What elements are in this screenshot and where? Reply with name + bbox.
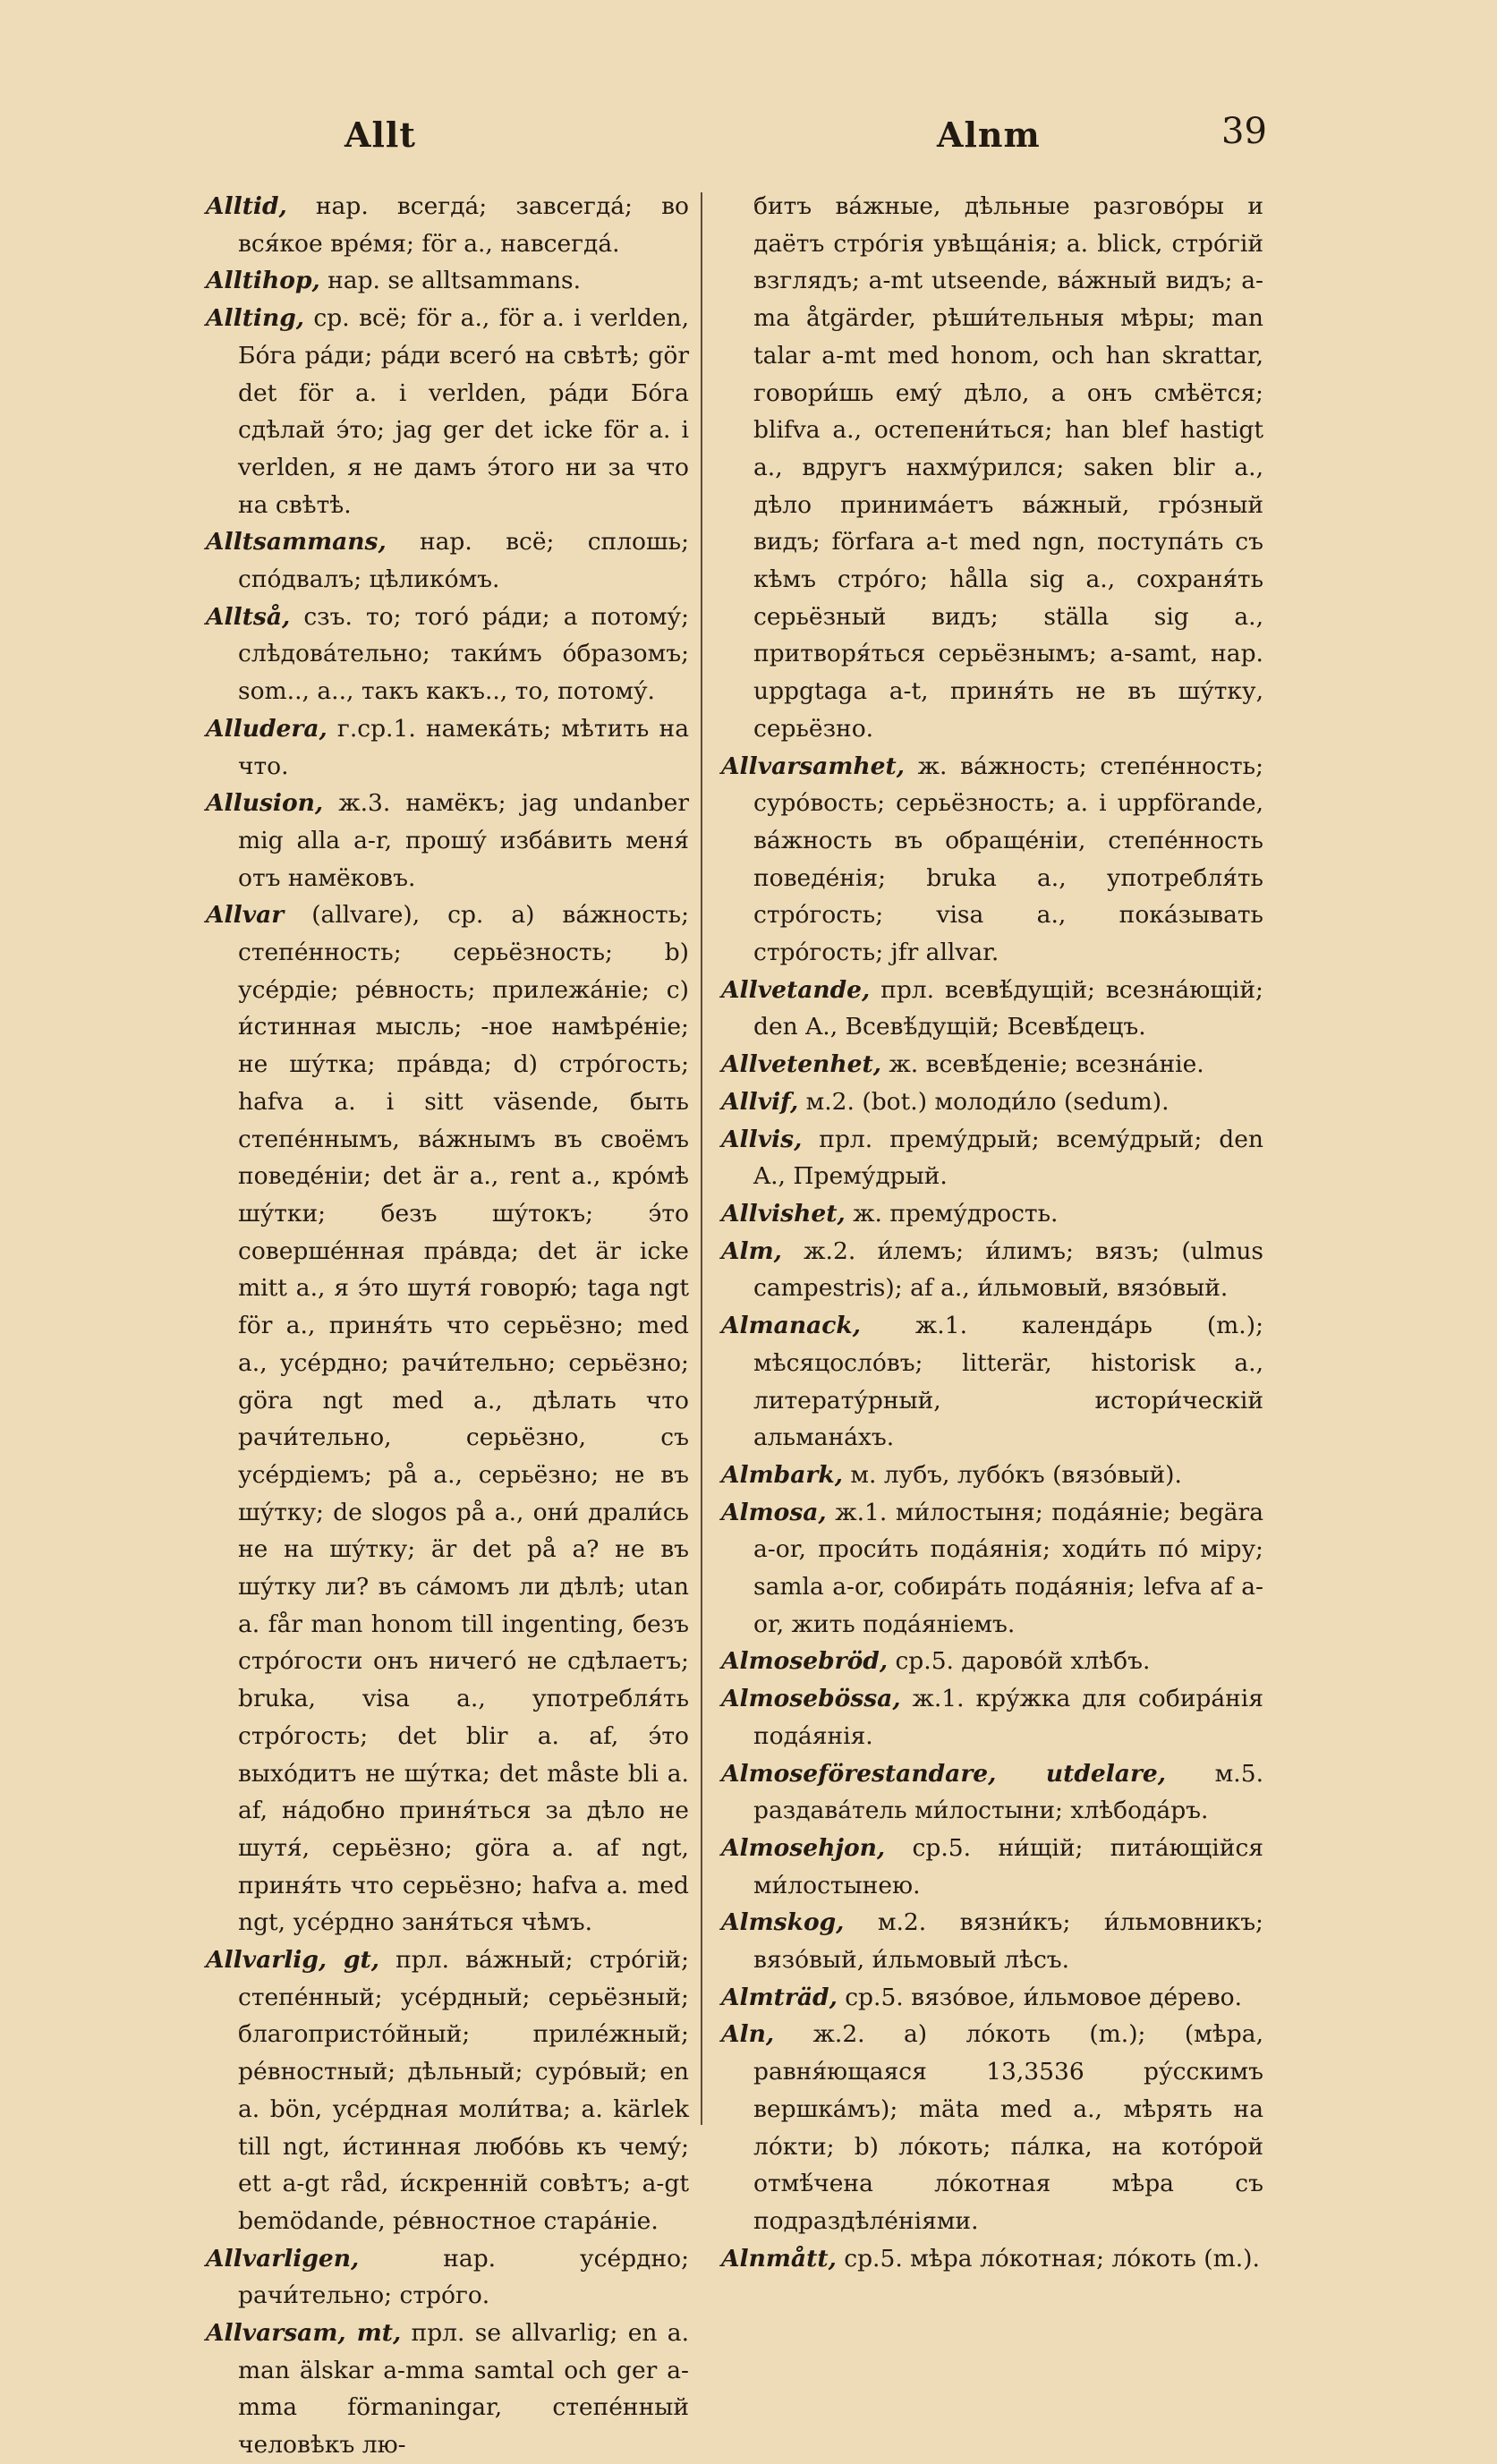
headword: Alltsammans, <box>206 528 387 557</box>
dictionary-entry <box>721 1307 1263 1457</box>
definition: нар. всегда́; завсегда́; во вся́кое вре́мя; för a., навсегда́. <box>238 192 689 258</box>
definition: ср.5. дарово́й хлѣбъ. <box>888 1647 1151 1676</box>
headword: Almoseförestandare, utdelare, <box>721 1759 1167 1788</box>
dictionary-entry <box>721 1494 1263 1644</box>
definition: ср.5. вязо́вое, и́льмовое де́рево. <box>837 1983 1243 2011</box>
headword: Allvarsamhet, <box>721 752 905 780</box>
dictionary-entry <box>721 1830 1263 1904</box>
left-column <box>206 188 689 2464</box>
dictionary-entry <box>206 2240 689 2315</box>
headword: Almanack, <box>721 1312 861 1340</box>
dictionary-entry <box>206 300 689 523</box>
column-divider <box>701 192 702 2125</box>
definition: м. лубъ, лубо́къ (вязо́вый). <box>842 1460 1182 1489</box>
dictionary-entry <box>721 1643 1263 1680</box>
dictionary-entry <box>721 748 1263 972</box>
headword: Almskog, <box>721 1908 845 1937</box>
headword: Allting, <box>206 304 305 333</box>
definition: нар. se alltsammans. <box>319 267 582 295</box>
dictionary-entry <box>206 599 689 710</box>
page-number: 39 <box>1221 111 1267 152</box>
definition: ж.3. намёкъ; jag undanber mig alla a-r, прошу́ изба́вить меня́ отъ намёковъ. <box>238 789 689 892</box>
definition: нар. усе́рдно; рачи́тельно; стро́го. <box>238 2244 689 2310</box>
headword: Aln, <box>721 2020 775 2049</box>
dictionary-entry <box>721 1195 1263 1233</box>
header-left-word: Allt <box>344 115 416 155</box>
definition: ж. ва́жность; степе́нность; суро́вость; серьёзность; a. i uppförande, ва́жность въ обраще́ніи, степе́нность поведе́нія; bruka a., употребля́ть стро́гость; visa a., пока́зывать стро́гость; jfr allvar. <box>753 752 1263 967</box>
headword: Allvishet, <box>721 1199 846 1228</box>
definition: м.2. вязни́къ; и́льмовникъ; вязо́вый, и́льмовый лѣсъ. <box>753 1908 1263 1975</box>
headword: Allvetande, <box>721 975 871 1004</box>
definition: ср.5. ни́щій; пита́ющійся ми́лостынею. <box>753 1833 1263 1899</box>
definition: м.2. (bot.) молоди́ло (sedum). <box>798 1087 1170 1116</box>
headword: Allvar <box>206 901 285 930</box>
right-column <box>721 188 1263 2277</box>
headword: Allvif, <box>721 1087 799 1116</box>
definition: ж.2. и́лемъ; и́лимъ; вязъ; (ulmus campestris); af a., и́льмовый, вязо́вый. <box>753 1236 1263 1303</box>
headword: Almträd, <box>721 1983 838 2011</box>
headword: Almosa, <box>721 1498 827 1526</box>
definition: ж. всевѣ́деніе; всезна́ніе. <box>880 1050 1204 1079</box>
headword: Almosebröd, <box>721 1647 889 1676</box>
headword: Almosebössa, <box>721 1685 901 1713</box>
definition: ж.1. кру́жка для собира́нія пода́янія. <box>753 1685 1263 1750</box>
definition: битъ ва́жные, дѣльные разгово́ры и даётъ стро́гія увѣща́нія; a. blick, стро́гій взглядъ; a-mt utseende, ва́жный видъ; a-ma åtgärder, рѣши́тельныя мѣры; man talar a-mt med honom, och han skrattar, говори́шь ему́ дѣло, а онъ смѣётся; blifva a., остепени́ться; han blef hastigt a., вдругъ нахму́рился; saken blir a., дѣло принима́етъ ва́жный, гро́зный видъ; förfara a-t med ngn, поступа́ть съ кѣмъ стро́го; hålla sig a., сохраня́ть серьёзный видъ; ställa sig a., притворя́ться серьёзнымъ; a-samt, нар. uppgtaga a-t, приня́ть не въ шу́тку, серьёзно. <box>753 192 1263 743</box>
headword: Allvis, <box>721 1125 803 1153</box>
headword: Alm, <box>721 1236 782 1265</box>
dictionary-entry <box>721 2240 1263 2278</box>
headword: Allusion, <box>206 789 324 818</box>
dictionary-entry <box>721 1046 1263 1083</box>
definition: ср. всё; för a., för a. i verlden, Бо́га ра́ди; ра́ди всего́ на свѣтѣ; gör det för a. i verlden, ра́ди Бо́га сдѣлай э́то; jag ger det icke för a. i verlden, я не дамъ э́того ни за что на свѣтѣ. <box>238 304 689 519</box>
definition: ж.2. а) ло́коть (m.); (мѣра, равня́ющаяся 13,3536 ру́сскимъ вершка́мъ); mäta med a., мѣрять на ло́кти; b) ло́коть; па́лка, на кото́рой отмѣ́чена ло́котная мѣра съ подраздѣле́ніями. <box>753 2020 1263 2235</box>
definition: прл. ва́жный; стро́гій; степе́нный; усе́рдный; серьёзный; благопристо́йный; приле́жный; ре́вностный; дѣльный; суро́вый; en a. bön, усе́рдная моли́тва; a. kärlek till ngt, и́стинная любо́вь къ чему́; ett a-gt råd, и́скренній совѣтъ; a-gt bemödande, ре́вностное стара́ніе. <box>238 1946 689 2235</box>
page-header <box>152 111 1267 168</box>
dictionary-entry <box>206 785 689 896</box>
dictionary-entry <box>721 1979 1263 2017</box>
dictionary-entry <box>206 188 689 262</box>
definition: прл. прему́дрый; всему́дрый; den A., Прему́дрый. <box>753 1125 1263 1191</box>
dictionary-entry <box>206 262 689 300</box>
dictionary-entry <box>721 1233 1263 1307</box>
headword: Allvarligen, <box>206 2244 360 2273</box>
dictionary-entry <box>206 1941 689 2240</box>
dictionary-entry <box>721 1121 1263 1195</box>
definition: сзъ. то; того́ ра́ди; а потому́; слѣдова́тельно; таки́мъ о́бразомъ; som.., a.., такъ какъ.., то, потому́. <box>238 602 689 706</box>
dictionary-entry <box>206 523 689 598</box>
dictionary-entry <box>721 1457 1263 1494</box>
definition: прл. всевѣ́дущій; всезна́ющій; den A., Всевѣ́дущій; Всевѣ́децъ. <box>753 975 1263 1041</box>
dictionary-entry <box>721 1904 1263 1978</box>
dictionary-entry <box>721 1083 1263 1121</box>
headword: Alludera, <box>206 714 327 743</box>
dictionary-entry <box>721 2016 1263 2239</box>
dictionary-entry <box>206 2315 689 2464</box>
definition: м.5. раздава́тель ми́лостыни; хлѣбода́ръ. <box>753 1759 1263 1825</box>
dictionary-entry <box>721 1680 1263 1755</box>
headword: Allvarsam, mt, <box>206 2319 402 2348</box>
headword: Allvarlig, gt, <box>206 1946 380 1975</box>
headword: Alltihop, <box>206 267 320 295</box>
dictionary-entry <box>721 1755 1263 1830</box>
dictionary-entry <box>721 972 1263 1046</box>
definition: (allvare), ср. а) ва́жность; степе́нность; серьёзность; b) усе́рдіе; ре́вность; прилежа́ніе; c) и́стинная мысль; -ное намѣре́ніе; не шу́тка; пра́вда; d) стро́гость; hafva a. i sitt väsende, быть степе́ннымъ, ва́жнымъ въ своёмъ поведе́ніи; det är a., rent a., кро́мѣ шу́тки; безъ шу́токъ; э́то соверше́нная пра́вда; det är icke mitt a., я э́то шутя́ говорю́; taga ngt för a., приня́ть что серьёзно; med a., усе́рдно; рачи́тельно; серьёзно; göra ngt med a., дѣлать что рачи́тельно, серьёзно, съ усе́рдіемъ; på a., серьёзно; не въ шу́тку; de slogos på a., они́ драли́сь не на шу́тку; är det på a? не въ шу́тку ли? въ са́момъ ли дѣлѣ; utan a. får man honom till ingenting, безъ стро́гости онъ ничего́ не сдѣлаетъ; bruka, visa a., употребля́ть стро́гость; det blir a. af, э́то выхо́дитъ не шу́тка; det måste bli a. af, на́добно приня́ться за дѣло не шутя́, серьёзно; göra a. af ngt, приня́ть что серьёзно; hafva a. med ngt, усе́рдно заня́ться чѣмъ. <box>238 901 689 1937</box>
headword: Allvetenhet, <box>721 1050 881 1079</box>
dictionary-entry <box>206 896 689 1941</box>
definition: ж.1. ми́лостыня; пода́яніе; begära a-or, проси́ть пода́янія; ходи́ть по́ міру; samla a-or, собира́ть пода́янія; lefva af a-or, жить пода́яніемъ. <box>753 1498 1263 1638</box>
headword: Almbark, <box>721 1460 843 1489</box>
headword: Almosehjon, <box>721 1833 886 1862</box>
headword: Alltså, <box>206 602 291 631</box>
dictionary-entry <box>206 710 689 785</box>
header-right-word: Alnm <box>937 115 1041 155</box>
headword: Alltid, <box>206 192 287 220</box>
definition: нар. всё; сплошь; спо́двалъ; цѣлико́мъ. <box>238 528 689 594</box>
definition: ж. прему́дрость. <box>845 1199 1059 1228</box>
definition: ср.5. мѣра ло́котная; ло́коть (m.). <box>836 2244 1260 2273</box>
definition: ж.1. календа́рь (m.); мѣсяцосло́въ; litterär, historisk a., литерату́рный, истори́ческій альмана́хъ. <box>753 1312 1263 1452</box>
headword: Alnmått, <box>721 2244 837 2273</box>
definition: г.ср.1. намека́ть; мѣтить на что. <box>238 714 689 780</box>
dictionary-entry <box>753 188 1263 748</box>
definition: прл. se allvarlig; en a. man älskar a-mma samtal och ger a-mma förmaningar, степе́нный человѣкъ лю- <box>238 2319 689 2460</box>
